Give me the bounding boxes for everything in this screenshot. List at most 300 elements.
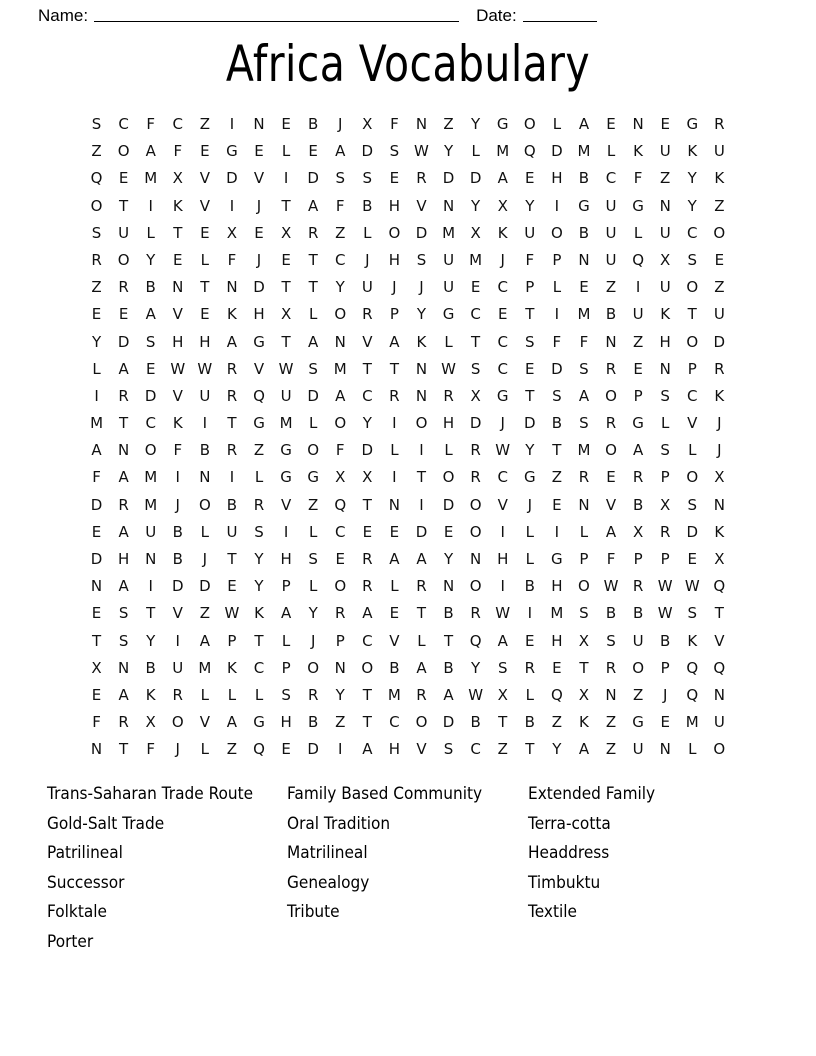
grid-letter[interactable]: A bbox=[362, 740, 373, 759]
grid-letter[interactable]: E bbox=[443, 522, 454, 541]
grid-letter[interactable]: R bbox=[362, 305, 373, 324]
grid-letter[interactable]: T bbox=[200, 278, 210, 297]
grid-letter[interactable]: L bbox=[390, 577, 399, 596]
grid-letter[interactable]: R bbox=[226, 359, 238, 378]
grid-letter[interactable]: O bbox=[550, 223, 563, 242]
grid-letter[interactable]: Y bbox=[525, 441, 535, 460]
grid-letter[interactable]: F bbox=[173, 142, 183, 161]
grid-letter[interactable]: Z bbox=[605, 740, 617, 759]
grid-letter[interactable]: W bbox=[224, 604, 240, 623]
grid-letter[interactable]: N bbox=[253, 115, 265, 133]
grid-letter[interactable]: S bbox=[118, 604, 129, 623]
grid-letter[interactable]: S bbox=[118, 631, 129, 650]
grid-letter[interactable]: R bbox=[416, 169, 427, 188]
grid-letter[interactable]: S bbox=[254, 522, 264, 541]
grid-letter[interactable]: W bbox=[603, 577, 619, 596]
grid-letter[interactable]: H bbox=[280, 550, 292, 568]
grid-letter[interactable]: O bbox=[713, 740, 726, 759]
word-bank-item[interactable]: Oral Tradition bbox=[287, 813, 391, 833]
grid-letter[interactable]: U bbox=[172, 658, 184, 677]
grid-letter[interactable]: D bbox=[90, 495, 103, 514]
grid-letter[interactable]: K bbox=[714, 169, 725, 188]
grid-letter[interactable]: P bbox=[579, 550, 589, 568]
grid-letter[interactable]: K bbox=[687, 631, 698, 650]
word-bank-item[interactable]: Matrilineal bbox=[287, 843, 368, 863]
grid-letter[interactable]: J bbox=[662, 685, 668, 704]
grid-letter[interactable]: A bbox=[226, 713, 238, 732]
grid-letter[interactable]: L bbox=[200, 250, 210, 269]
grid-letter[interactable]: O bbox=[686, 278, 699, 297]
grid-letter[interactable]: T bbox=[227, 550, 237, 568]
grid-letter[interactable]: I bbox=[229, 196, 235, 215]
grid-letter[interactable]: F bbox=[227, 250, 237, 269]
grid-letter[interactable]: D bbox=[253, 278, 265, 297]
grid-letter[interactable]: A bbox=[118, 577, 129, 596]
grid-letter[interactable]: C bbox=[605, 169, 617, 188]
grid-letter[interactable]: K bbox=[579, 713, 589, 732]
grid-letter[interactable]: D bbox=[415, 223, 428, 242]
grid-letter[interactable]: E bbox=[281, 250, 291, 269]
grid-letter[interactable]: H bbox=[551, 169, 563, 188]
grid-letter[interactable]: H bbox=[280, 713, 292, 732]
grid-letter[interactable]: V bbox=[416, 740, 427, 759]
grid-letter[interactable]: E bbox=[606, 115, 616, 133]
grid-letter[interactable]: L bbox=[606, 142, 616, 161]
grid-letter[interactable]: J bbox=[256, 196, 262, 215]
grid-letter[interactable]: M bbox=[577, 142, 591, 161]
grid-letter[interactable]: Y bbox=[146, 250, 156, 269]
grid-letter[interactable]: S bbox=[497, 658, 508, 677]
grid-letter[interactable]: G bbox=[496, 115, 509, 133]
grid-letter[interactable]: B bbox=[308, 713, 319, 732]
grid-letter[interactable]: C bbox=[253, 658, 265, 677]
grid-letter[interactable]: C bbox=[687, 223, 698, 242]
grid-letter[interactable]: U bbox=[199, 386, 211, 405]
grid-letter[interactable]: O bbox=[632, 658, 644, 677]
grid-letter[interactable]: B bbox=[145, 278, 156, 297]
grid-letter[interactable]: N bbox=[632, 115, 644, 133]
grid-letter[interactable]: S bbox=[308, 359, 318, 378]
grid-letter[interactable]: O bbox=[171, 713, 184, 732]
grid-letter[interactable]: E bbox=[173, 250, 183, 269]
grid-letter[interactable]: G bbox=[253, 713, 265, 732]
grid-letter[interactable]: I bbox=[148, 577, 153, 596]
grid-letter[interactable]: K bbox=[687, 142, 698, 161]
grid-letter[interactable]: Z bbox=[226, 740, 238, 759]
grid-letter[interactable]: R bbox=[416, 685, 427, 704]
grid-letter[interactable]: E bbox=[91, 305, 102, 324]
grid-letter[interactable]: T bbox=[119, 740, 129, 759]
grid-letter[interactable]: T bbox=[281, 332, 291, 351]
grid-letter[interactable]: W bbox=[414, 142, 429, 161]
grid-letter[interactable]: B bbox=[524, 577, 535, 596]
grid-letter[interactable]: L bbox=[200, 685, 210, 704]
grid-letter[interactable]: R bbox=[443, 386, 454, 405]
grid-letter[interactable]: T bbox=[525, 386, 535, 405]
grid-letter[interactable]: A bbox=[280, 604, 292, 623]
grid-letter[interactable]: O bbox=[442, 468, 455, 487]
word-bank-item[interactable]: Porter bbox=[47, 931, 94, 951]
word-bank-item[interactable]: Headdress bbox=[528, 843, 610, 863]
grid-letter[interactable]: A bbox=[145, 305, 156, 324]
grid-letter[interactable]: E bbox=[254, 223, 264, 242]
grid-letter[interactable]: M bbox=[279, 414, 293, 433]
grid-letter[interactable]: G bbox=[686, 115, 699, 133]
grid-letter[interactable]: N bbox=[415, 386, 428, 405]
grid-letter[interactable]: X bbox=[660, 250, 671, 269]
grid-letter[interactable]: B bbox=[605, 604, 617, 623]
grid-letter[interactable]: E bbox=[91, 522, 102, 541]
grid-letter[interactable]: I bbox=[283, 169, 289, 188]
grid-letter[interactable]: A bbox=[389, 332, 400, 351]
grid-letter[interactable]: G bbox=[307, 468, 319, 487]
grid-letter[interactable]: D bbox=[361, 441, 374, 460]
grid-letter[interactable]: G bbox=[632, 196, 644, 215]
grid-letter[interactable]: M bbox=[144, 169, 158, 188]
grid-letter[interactable]: A bbox=[145, 142, 156, 161]
grid-letter[interactable]: M bbox=[550, 604, 564, 623]
grid-letter[interactable]: E bbox=[552, 658, 562, 677]
grid-letter[interactable]: C bbox=[687, 386, 698, 405]
grid-letter[interactable]: B bbox=[389, 658, 400, 677]
grid-letter[interactable]: L bbox=[552, 115, 562, 133]
grid-letter[interactable]: S bbox=[552, 386, 562, 405]
grid-letter[interactable]: I bbox=[554, 305, 560, 324]
grid-letter[interactable]: I bbox=[229, 468, 235, 487]
grid-letter[interactable]: D bbox=[199, 577, 211, 596]
grid-letter[interactable]: W bbox=[495, 441, 511, 460]
grid-letter[interactable]: O bbox=[307, 441, 320, 460]
grid-letter[interactable]: B bbox=[308, 115, 319, 133]
grid-letter[interactable]: P bbox=[552, 250, 562, 269]
grid-letter[interactable]: S bbox=[606, 631, 616, 650]
grid-letter[interactable]: T bbox=[362, 713, 372, 732]
grid-letter[interactable]: E bbox=[687, 550, 697, 568]
grid-letter[interactable]: K bbox=[172, 414, 183, 433]
grid-letter[interactable]: I bbox=[202, 414, 208, 433]
grid-letter[interactable]: A bbox=[91, 441, 102, 460]
grid-letter[interactable]: N bbox=[388, 495, 401, 514]
grid-letter[interactable]: T bbox=[362, 359, 372, 378]
grid-letter[interactable]: P bbox=[660, 658, 670, 677]
grid-letter[interactable]: Y bbox=[308, 604, 318, 623]
grid-letter[interactable]: E bbox=[308, 142, 318, 161]
grid-letter[interactable]: N bbox=[145, 550, 157, 568]
grid-letter[interactable]: F bbox=[146, 740, 156, 759]
grid-letter[interactable]: A bbox=[578, 115, 590, 133]
grid-letter[interactable]: O bbox=[469, 577, 482, 596]
grid-letter[interactable]: T bbox=[281, 196, 291, 215]
grid-letter[interactable]: Q bbox=[253, 740, 265, 759]
grid-letter[interactable]: D bbox=[307, 740, 319, 759]
grid-letter[interactable]: V bbox=[362, 332, 373, 351]
grid-letter[interactable]: E bbox=[525, 631, 535, 650]
word-bank-item[interactable]: Gold-Salt Trade bbox=[47, 813, 165, 833]
grid-letter[interactable]: T bbox=[227, 414, 237, 433]
grid-letter[interactable]: B bbox=[632, 495, 644, 514]
grid-letter[interactable]: S bbox=[660, 441, 670, 460]
grid-letter[interactable]: Z bbox=[199, 604, 210, 623]
grid-letter[interactable]: X bbox=[145, 713, 156, 732]
grid-letter[interactable]: X bbox=[632, 522, 644, 541]
word-bank-item[interactable]: Patrilineal bbox=[47, 843, 123, 863]
grid-letter[interactable]: W bbox=[468, 685, 484, 704]
grid-letter[interactable]: M bbox=[469, 250, 483, 269]
grid-letter[interactable]: D bbox=[307, 386, 319, 405]
grid-letter[interactable]: E bbox=[660, 713, 670, 732]
grid-letter[interactable]: L bbox=[471, 142, 480, 161]
grid-letter[interactable]: E bbox=[145, 359, 156, 378]
grid-letter[interactable]: V bbox=[416, 196, 427, 215]
grid-letter[interactable]: A bbox=[199, 631, 210, 650]
grid-letter[interactable]: Q bbox=[253, 386, 265, 405]
grid-letter[interactable]: N bbox=[442, 577, 455, 596]
grid-letter[interactable]: O bbox=[307, 658, 320, 677]
grid-letter[interactable]: I bbox=[500, 522, 505, 541]
grid-letter[interactable]: Z bbox=[605, 278, 617, 297]
grid-letter[interactable]: C bbox=[362, 631, 373, 650]
grid-letter[interactable]: I bbox=[554, 522, 560, 541]
grid-letter[interactable]: M bbox=[90, 414, 104, 433]
grid-letter[interactable]: U bbox=[524, 223, 536, 242]
grid-letter[interactable]: S bbox=[335, 169, 345, 188]
grid-letter[interactable]: O bbox=[415, 414, 428, 433]
word-search-grid[interactable] bbox=[83, 111, 733, 764]
grid-letter[interactable]: H bbox=[388, 250, 401, 269]
grid-letter[interactable]: Y bbox=[443, 550, 454, 568]
grid-letter[interactable]: Q bbox=[686, 685, 699, 704]
grid-letter[interactable]: U bbox=[659, 223, 671, 242]
grid-letter[interactable]: U bbox=[632, 740, 644, 759]
grid-letter[interactable]: E bbox=[606, 468, 616, 487]
grid-letter[interactable]: A bbox=[497, 631, 508, 650]
grid-letter[interactable]: R bbox=[226, 441, 238, 460]
grid-letter[interactable]: R bbox=[172, 685, 183, 704]
word-bank-item[interactable]: Tribute bbox=[287, 902, 340, 922]
grid-letter[interactable]: X bbox=[470, 223, 481, 242]
grid-letter[interactable]: D bbox=[686, 522, 699, 541]
grid-letter[interactable]: L bbox=[390, 441, 399, 460]
grid-letter[interactable]: L bbox=[308, 305, 318, 324]
grid-letter[interactable]: F bbox=[606, 550, 616, 568]
grid-letter[interactable]: E bbox=[552, 495, 562, 514]
grid-letter[interactable]: S bbox=[389, 142, 400, 161]
grid-letter[interactable]: X bbox=[714, 468, 725, 487]
grid-letter[interactable]: L bbox=[661, 414, 670, 433]
grid-letter[interactable]: H bbox=[659, 332, 671, 351]
grid-letter[interactable]: O bbox=[334, 414, 347, 433]
grid-letter[interactable]: C bbox=[362, 386, 373, 405]
grid-letter[interactable]: J bbox=[392, 278, 397, 297]
grid-letter[interactable]: X bbox=[497, 685, 508, 704]
grid-letter[interactable]: R bbox=[605, 658, 617, 677]
grid-letter[interactable]: W bbox=[197, 359, 213, 378]
grid-letter[interactable]: M bbox=[442, 223, 456, 242]
grid-letter[interactable]: W bbox=[278, 359, 294, 378]
grid-letter[interactable]: C bbox=[172, 115, 184, 133]
grid-letter[interactable]: T bbox=[119, 196, 129, 215]
grid-letter[interactable]: O bbox=[117, 142, 130, 161]
grid-letter[interactable]: J bbox=[500, 250, 505, 269]
grid-letter[interactable]: E bbox=[633, 359, 643, 378]
grid-letter[interactable]: Y bbox=[687, 196, 697, 215]
grid-letter[interactable]: O bbox=[334, 305, 347, 324]
grid-letter[interactable]: T bbox=[687, 305, 697, 324]
grid-letter[interactable]: A bbox=[605, 522, 617, 541]
grid-letter[interactable]: L bbox=[200, 522, 210, 541]
grid-letter[interactable]: U bbox=[605, 250, 617, 269]
grid-letter[interactable]: S bbox=[687, 495, 698, 514]
grid-letter[interactable]: Y bbox=[552, 740, 562, 759]
grid-letter[interactable]: M bbox=[387, 685, 401, 704]
grid-letter[interactable]: V bbox=[253, 169, 265, 188]
grid-letter[interactable]: K bbox=[633, 142, 644, 161]
grid-letter[interactable]: T bbox=[173, 223, 183, 242]
grid-letter[interactable]: A bbox=[308, 332, 319, 351]
grid-letter[interactable]: J bbox=[717, 414, 722, 433]
grid-letter[interactable]: A bbox=[416, 658, 427, 677]
grid-letter[interactable]: P bbox=[687, 359, 697, 378]
grid-letter[interactable]: T bbox=[443, 631, 454, 650]
grid-letter[interactable]: K bbox=[227, 658, 237, 677]
grid-letter[interactable]: B bbox=[362, 196, 373, 215]
word-bank-item[interactable]: Timbuktu bbox=[528, 872, 601, 892]
grid-letter[interactable]: N bbox=[659, 359, 671, 378]
grid-letter[interactable]: X bbox=[578, 685, 590, 704]
grid-letter[interactable]: V bbox=[199, 196, 210, 215]
grid-letter[interactable]: U bbox=[145, 522, 157, 541]
grid-letter[interactable]: B bbox=[226, 495, 238, 514]
grid-letter[interactable]: A bbox=[308, 196, 319, 215]
grid-letter[interactable]: U bbox=[605, 223, 617, 242]
grid-letter[interactable]: B bbox=[172, 522, 183, 541]
grid-letter[interactable]: F bbox=[633, 169, 643, 188]
grid-letter[interactable]: E bbox=[389, 522, 400, 541]
grid-letter[interactable]: G bbox=[442, 305, 455, 324]
grid-letter[interactable]: Y bbox=[471, 115, 481, 133]
grid-letter[interactable]: I bbox=[229, 115, 235, 133]
grid-letter[interactable]: L bbox=[92, 359, 101, 378]
grid-letter[interactable]: C bbox=[145, 414, 156, 433]
grid-letter[interactable]: A bbox=[497, 169, 508, 188]
grid-letter[interactable]: R bbox=[389, 386, 400, 405]
grid-letter[interactable]: T bbox=[416, 468, 427, 487]
grid-letter[interactable]: X bbox=[470, 386, 481, 405]
word-bank-item[interactable]: Terra-cotta bbox=[528, 813, 611, 833]
grid-letter[interactable]: D bbox=[442, 169, 455, 188]
grid-letter[interactable]: V bbox=[497, 495, 508, 514]
grid-letter[interactable]: G bbox=[226, 142, 238, 161]
grid-letter[interactable]: X bbox=[497, 196, 508, 215]
grid-letter[interactable]: T bbox=[416, 604, 427, 623]
grid-letter[interactable]: Z bbox=[632, 685, 644, 704]
grid-letter[interactable]: L bbox=[688, 441, 697, 460]
grid-letter[interactable]: Y bbox=[91, 332, 102, 351]
grid-letter[interactable]: X bbox=[578, 631, 590, 650]
grid-letter[interactable]: E bbox=[389, 604, 400, 623]
grid-letter[interactable]: N bbox=[118, 441, 130, 460]
grid-letter[interactable]: T bbox=[579, 658, 589, 677]
grid-letter[interactable]: R bbox=[470, 604, 481, 623]
grid-letter[interactable]: P bbox=[660, 468, 670, 487]
grid-letter[interactable]: N bbox=[415, 359, 428, 378]
grid-letter[interactable]: G bbox=[496, 386, 509, 405]
grid-letter[interactable]: G bbox=[253, 332, 265, 351]
grid-letter[interactable]: T bbox=[389, 359, 399, 378]
grid-letter[interactable]: U bbox=[713, 713, 725, 732]
grid-letter[interactable]: W bbox=[441, 359, 456, 378]
grid-letter[interactable]: E bbox=[497, 305, 508, 324]
grid-letter[interactable]: T bbox=[146, 604, 156, 623]
grid-letter[interactable]: B bbox=[551, 414, 563, 433]
grid-letter[interactable]: E bbox=[525, 169, 535, 188]
grid-letter[interactable]: F bbox=[335, 196, 345, 215]
grid-letter[interactable]: V bbox=[687, 414, 698, 433]
grid-letter[interactable]: R bbox=[605, 414, 617, 433]
grid-letter[interactable]: S bbox=[470, 359, 481, 378]
grid-letter[interactable]: Z bbox=[443, 115, 454, 133]
grid-letter[interactable]: A bbox=[118, 522, 129, 541]
grid-letter[interactable]: U bbox=[443, 278, 455, 297]
grid-letter[interactable]: Y bbox=[146, 631, 156, 650]
grid-letter[interactable]: Y bbox=[471, 658, 481, 677]
grid-letter[interactable]: T bbox=[308, 250, 318, 269]
word-bank-item[interactable]: Trans-Saharan Trade Route bbox=[47, 784, 254, 803]
name-write-in-line[interactable] bbox=[94, 9, 459, 22]
grid-letter[interactable]: O bbox=[334, 577, 347, 596]
grid-letter[interactable]: O bbox=[578, 577, 590, 596]
grid-letter[interactable]: F bbox=[552, 332, 562, 351]
grid-letter[interactable]: R bbox=[362, 550, 373, 568]
grid-letter[interactable]: B bbox=[443, 658, 454, 677]
word-bank-item[interactable]: Textile bbox=[528, 902, 578, 922]
grid-letter[interactable]: U bbox=[443, 250, 455, 269]
grid-letter[interactable]: Y bbox=[443, 142, 454, 161]
grid-letter[interactable]: A bbox=[118, 685, 129, 704]
grid-letter[interactable]: Q bbox=[713, 577, 726, 596]
grid-letter[interactable]: L bbox=[579, 522, 589, 541]
date-write-in-line[interactable] bbox=[523, 9, 597, 22]
grid-letter[interactable]: A bbox=[578, 386, 590, 405]
grid-letter[interactable]: Z bbox=[714, 196, 725, 215]
grid-letter[interactable]: N bbox=[578, 250, 590, 269]
grid-letter[interactable]: J bbox=[365, 250, 370, 269]
grid-letter[interactable]: K bbox=[714, 522, 725, 541]
grid-letter[interactable]: O bbox=[415, 713, 428, 732]
grid-letter[interactable]: C bbox=[118, 115, 129, 133]
grid-letter[interactable]: F bbox=[146, 115, 156, 133]
grid-letter[interactable]: U bbox=[713, 142, 725, 161]
grid-letter[interactable]: D bbox=[415, 522, 428, 541]
grid-letter[interactable]: R bbox=[307, 223, 319, 242]
grid-letter[interactable]: C bbox=[335, 522, 346, 541]
grid-letter[interactable]: E bbox=[579, 278, 589, 297]
grid-letter[interactable]: M bbox=[577, 305, 591, 324]
grid-letter[interactable]: I bbox=[392, 468, 397, 487]
grid-letter[interactable]: F bbox=[92, 468, 101, 487]
grid-letter[interactable]: I bbox=[392, 414, 397, 433]
grid-letter[interactable]: E bbox=[470, 278, 481, 297]
grid-letter[interactable]: R bbox=[578, 468, 590, 487]
grid-letter[interactable]: Q bbox=[550, 685, 563, 704]
grid-letter[interactable]: J bbox=[717, 441, 722, 460]
grid-letter[interactable]: V bbox=[172, 386, 183, 405]
grid-letter[interactable]: Z bbox=[660, 169, 671, 188]
grid-letter[interactable]: Y bbox=[687, 169, 697, 188]
grid-letter[interactable]: R bbox=[118, 278, 129, 297]
grid-letter[interactable]: B bbox=[578, 223, 590, 242]
grid-letter[interactable]: M bbox=[496, 142, 510, 161]
